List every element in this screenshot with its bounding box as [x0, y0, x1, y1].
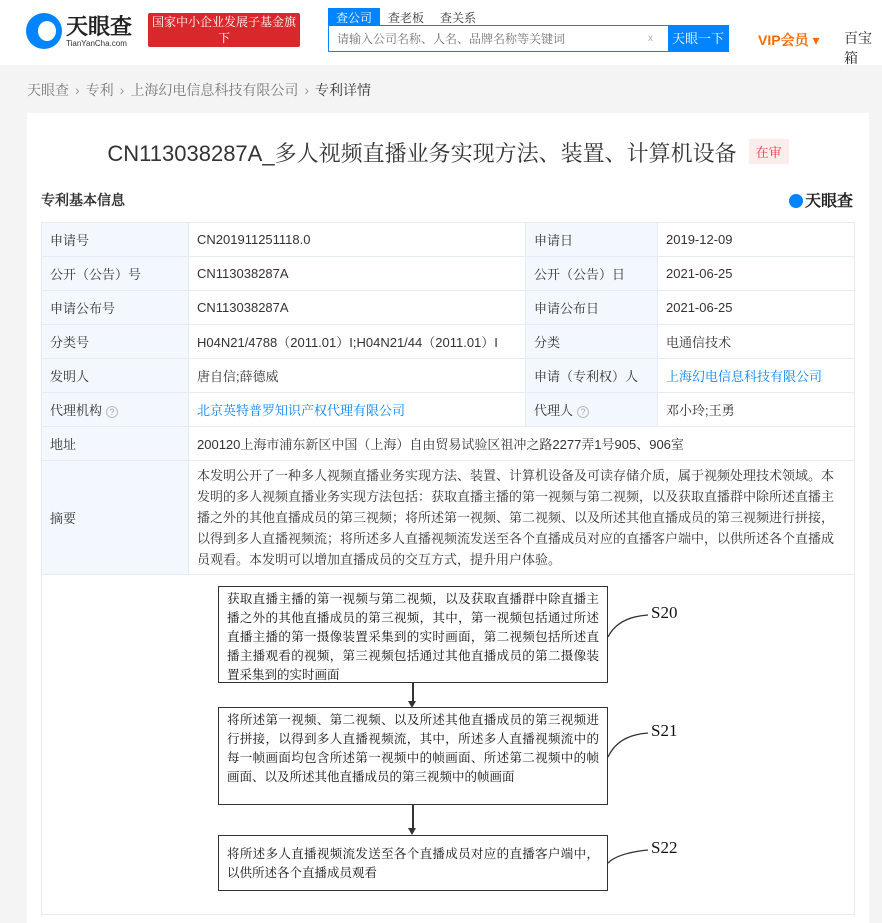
- label: 代理人 ?: [526, 393, 658, 427]
- applicant-link[interactable]: 上海幻电信息科技有限公司: [666, 369, 823, 384]
- table-row: [42, 325, 855, 359]
- step-label: S22: [651, 838, 678, 857]
- badge-line: 国家中小企业发展子基金旗下: [151, 15, 296, 45]
- breadcrumb-patent[interactable]: 专利: [85, 82, 114, 98]
- label: 分类: [526, 325, 658, 359]
- label: 申请号: [42, 223, 189, 257]
- breadcrumb-company[interactable]: 上海幻电信息科技有限公司: [130, 82, 299, 98]
- official-badge: [148, 13, 300, 61]
- table-row: [42, 223, 855, 257]
- clear-icon[interactable]: x: [648, 33, 653, 44]
- flow-step-box: 将所述多人直播视频流发送至各个直播成员对应的直播客户端中，以供所述各个直播成员观看: [218, 835, 608, 891]
- logo-icon: [26, 13, 62, 49]
- logo-domain: TianYanCha.com: [66, 38, 127, 48]
- value: 2019-12-09: [658, 223, 855, 257]
- search-box: [328, 25, 729, 52]
- label: 申请公布号: [42, 291, 189, 325]
- tab-company[interactable]: 查公司: [328, 8, 380, 27]
- help-icon[interactable]: ?: [577, 406, 589, 418]
- label: 分类号: [42, 325, 189, 359]
- table-row: [42, 291, 855, 325]
- table-row: [42, 393, 855, 427]
- step-label: S21: [651, 721, 678, 740]
- label: 公开（公告）号: [42, 257, 189, 291]
- flow-step-box: 获取直播主播的第一视频与第二视频，以及获取直播群中除直播主播之外的其他直播成员的第三视频，其中，第一视频包括通过所述直播主播的第一摄像装置采集到的实时画面，第二视频包括所述直播主播观看的视频，第三视频包括通过其他直播成员的第二摄像装置采集到的实时画面: [218, 586, 608, 683]
- flow-step-box: 将所述第一视频、第二视频、以及所述其他直播成员的第三视频进行拼接，以得到多人直播视频流，其中，所述多人直播视频流中的每一帧画面均包含所述第一视频中的帧画面、所述第二视频中的帧画面、以及所述其他直播成员的第三视频中的帧画面: [218, 707, 608, 805]
- brand-logo: [789, 188, 853, 211]
- brand-text: 天眼查: [804, 193, 853, 210]
- tab-boss[interactable]: 查老板: [388, 11, 425, 25]
- patent-title: CN113038287A_多人视频直播业务实现方法、装置、计算机设备: [107, 141, 737, 166]
- label: 地址: [42, 427, 189, 461]
- toolbox-link[interactable]: 百宝箱: [844, 30, 872, 66]
- value: 邓小玲;王勇: [658, 393, 855, 427]
- vip-menu[interactable]: VIP会员 ▾: [758, 32, 820, 48]
- value: 电通信技术: [658, 325, 855, 359]
- page-title: [27, 137, 869, 168]
- abstract-value: 本发明公开了一种多人视频直播业务实现方法、装置、计算机设备及可读存储介质，属于视频处理技术领域。本发明的多人视频直播业务实现方法包括：获取直播主播的第一视频与第二视频，以及获取直播群中除所述直播主播之外的其他直播成员的第三视频；将所述第一视频、第二视频、以及所述其他直播成员的第三视频进行拼接，以得到多人直播视频流；将所述多人直播视频流发送至各个直播成员对应的直播客户端中，以供所述各个直播成员观看。本发明可以增加直播成员的交互方式，提升用户体验。: [189, 461, 855, 575]
- logo-icon: [789, 194, 803, 208]
- table-row: [42, 257, 855, 291]
- breadcrumb-home[interactable]: 天眼查: [27, 82, 69, 98]
- step-label: S20: [651, 603, 678, 622]
- table-row: [42, 427, 855, 461]
- search-button[interactable]: 天眼一下: [668, 26, 728, 51]
- section-title: 专利基本信息: [41, 192, 125, 208]
- value: 唐自信;薛德威: [189, 359, 526, 393]
- label: 摘要: [42, 461, 189, 575]
- label: 代理机构 ?: [42, 393, 189, 427]
- value: 2021-06-25: [658, 291, 855, 325]
- label: 申请（专利权）人: [526, 359, 658, 393]
- table-row: [42, 359, 855, 393]
- arrow-icon: [412, 683, 414, 702]
- label: 公开（公告）日: [526, 257, 658, 291]
- label: 申请日: [526, 223, 658, 257]
- logo[interactable]: [26, 13, 132, 49]
- label: 申请公布日: [526, 291, 658, 325]
- value: H04N21/4788（2011.01）I;H04N21/44（2011.01）I: [189, 325, 526, 359]
- table-row: [42, 575, 855, 915]
- breadcrumb-current: 专利详情: [315, 82, 372, 98]
- tab-relation[interactable]: 查关系: [440, 11, 477, 25]
- status-badge: 在审: [749, 139, 789, 164]
- patent-figure: [42, 575, 855, 915]
- label: 发明人: [42, 359, 189, 393]
- arrow-icon: [412, 805, 414, 829]
- table-row: [42, 461, 855, 575]
- help-icon[interactable]: ?: [106, 406, 118, 418]
- agency-link[interactable]: 北京英特普罗知识产权代理有限公司: [197, 403, 406, 418]
- value[interactable]: [658, 359, 855, 393]
- logo-text: 天眼查: [66, 13, 133, 39]
- header: [0, 0, 882, 65]
- value: CN113038287A: [189, 257, 526, 291]
- breadcrumb: 天眼查 › 专利 › 上海幻电信息科技有限公司 › 专利详情: [27, 82, 372, 98]
- value: 2021-06-25: [658, 257, 855, 291]
- patent-card: [27, 113, 869, 923]
- patent-info-table: [41, 222, 855, 915]
- address-value: 200120上海市浦东新区中国（上海）自由贸易试验区祖冲之路2277弄1号905、906室: [189, 427, 855, 461]
- value: CN113038287A: [189, 291, 526, 325]
- search-input[interactable]: [329, 26, 648, 51]
- badge-line: 官方备案企业征信机构: [153, 47, 294, 61]
- value: CN201911251118.0: [189, 223, 526, 257]
- value[interactable]: [189, 393, 526, 427]
